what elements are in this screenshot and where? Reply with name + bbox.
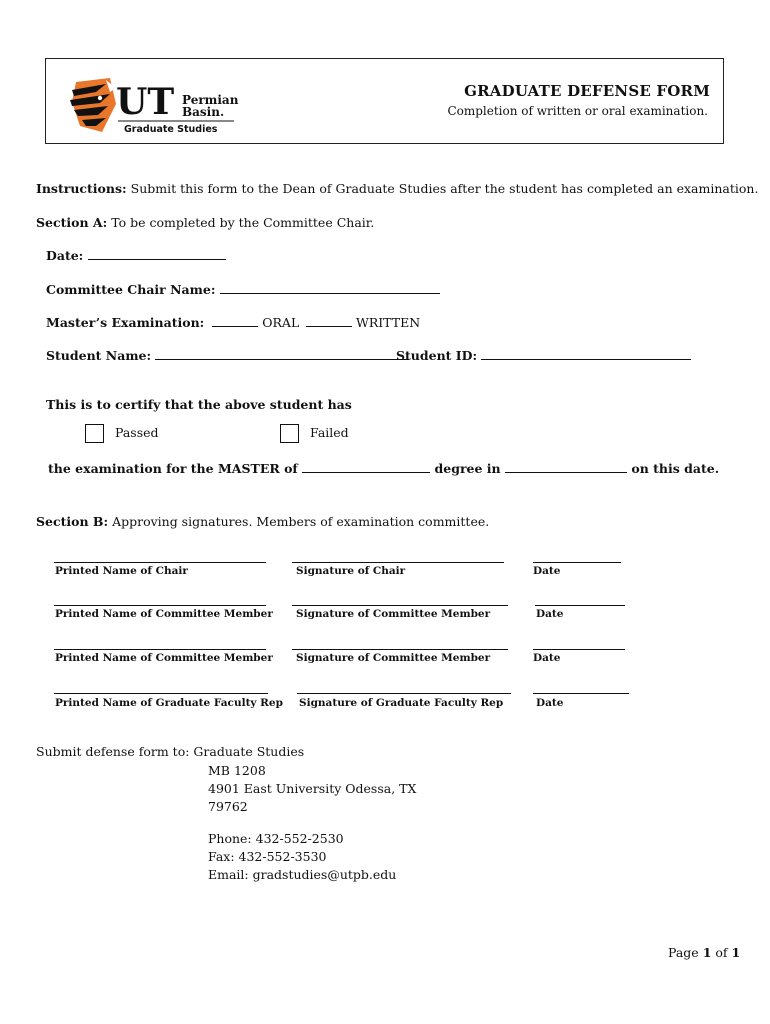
- date-member1-label: Date: [536, 608, 564, 620]
- date-chair-line[interactable]: [533, 562, 621, 563]
- page-word: Page: [668, 945, 699, 960]
- signature-rep-line[interactable]: [297, 693, 511, 694]
- printed-name-chair-line[interactable]: [54, 562, 266, 563]
- section-a-heading: [36, 215, 374, 230]
- address-line1: MB 1208: [208, 763, 266, 778]
- contact-block: [208, 830, 396, 884]
- degree-row: [48, 461, 719, 476]
- chair-name-row: Committee Chair Name:: [46, 282, 440, 297]
- svg-text:Graduate Studies: Graduate Studies: [124, 124, 218, 135]
- date-field[interactable]: [88, 248, 226, 260]
- student-id-row: Student ID:: [396, 348, 691, 363]
- instructions-label: Instructions:: [36, 181, 127, 196]
- student-name-field[interactable]: [155, 348, 409, 360]
- signature-member1-line[interactable]: [292, 605, 508, 606]
- page-number: [668, 945, 740, 960]
- phone: Phone: 432-552-2530: [208, 831, 344, 846]
- printed-name-rep-label: Printed Name of Graduate Faculty Rep: [55, 697, 283, 709]
- student-name-row: Student Name:: [46, 348, 409, 363]
- address-line3: 79762: [208, 799, 248, 814]
- date-member2-label: Date: [533, 652, 561, 664]
- form-title: GRADUATE DEFENSE FORM: [464, 82, 710, 100]
- date-row: Date:: [46, 248, 226, 263]
- section-b-text: Approving signatures. Members of examination committee.: [112, 514, 490, 529]
- fax: Fax: 432-552-3530: [208, 849, 327, 864]
- signature-chair-label: Signature of Chair: [296, 565, 406, 577]
- written-label: WRITTEN: [355, 315, 421, 330]
- date-member2-line[interactable]: [533, 649, 625, 650]
- passed-label: Passed: [115, 425, 159, 440]
- date-rep-line[interactable]: [533, 693, 629, 694]
- page-total: 1: [731, 945, 741, 960]
- masters-exam-row: [46, 315, 299, 330]
- student-name-label: Student Name: [46, 348, 147, 363]
- page-of: of: [715, 945, 728, 960]
- utpb-logo: [66, 76, 241, 136]
- degree-prefix: the examination for the MASTER of: [48, 461, 298, 476]
- failed-label: Failed: [310, 425, 349, 440]
- student-id-label: Student ID: [396, 348, 473, 363]
- printed-name-rep-line[interactable]: [54, 693, 268, 694]
- signature-member2-line[interactable]: [292, 649, 508, 650]
- degree-middle: degree in: [434, 461, 501, 476]
- written-row: [306, 315, 420, 330]
- form-subtitle: Completion of written or oral examination.: [447, 104, 708, 118]
- date-label: Date: [46, 248, 79, 263]
- signature-rep-label: Signature of Graduate Faculty Rep: [299, 697, 504, 709]
- printed-name-member1-label: Printed Name of Committee Member: [55, 608, 273, 620]
- signature-chair-line[interactable]: [292, 562, 504, 563]
- degree-suffix: on this date.: [631, 461, 720, 476]
- submit-label: Submit defense form to: Graduate Studies: [36, 744, 305, 759]
- address-block: [208, 762, 416, 816]
- instructions-text: Submit this form to the Dean of Graduate Studies after the student has completed an examination.: [130, 181, 759, 196]
- svg-text:Basin.: Basin.: [182, 105, 225, 119]
- master-of-field[interactable]: [302, 461, 430, 473]
- chair-name-label: Committee Chair Name: [46, 282, 211, 297]
- section-b-label: Section B:: [36, 514, 109, 529]
- oral-field[interactable]: [212, 315, 258, 327]
- svg-text:UT: UT: [116, 81, 175, 123]
- email: Email: gradstudies@utpb.edu: [208, 867, 397, 882]
- date-rep-label: Date: [536, 697, 564, 709]
- oral-label: ORAL: [262, 315, 300, 330]
- instructions: [36, 181, 758, 196]
- failed-checkbox[interactable]: [280, 424, 299, 443]
- section-b-heading: [36, 514, 489, 529]
- page-current: 1: [702, 945, 712, 960]
- student-id-field[interactable]: [481, 348, 691, 360]
- svg-text:Permian: Permian: [182, 93, 239, 107]
- date-member1-line[interactable]: [535, 605, 625, 606]
- signature-member1-label: Signature of Committee Member: [296, 608, 491, 620]
- certify-text: This is to certify that the above student has: [46, 397, 352, 412]
- printed-name-chair-label: Printed Name of Chair: [55, 565, 188, 577]
- written-field[interactable]: [306, 315, 352, 327]
- masters-exam-label: Master’s Examination:: [46, 315, 205, 330]
- printed-name-member2-line[interactable]: [54, 649, 266, 650]
- degree-in-field[interactable]: [505, 461, 627, 473]
- section-a-text: To be completed by the Committee Chair.: [111, 215, 375, 230]
- section-a-label: Section A:: [36, 215, 108, 230]
- passed-checkbox[interactable]: [85, 424, 104, 443]
- date-chair-label: Date: [533, 565, 561, 577]
- address-line2: 4901 East University Odessa, TX: [208, 781, 417, 796]
- printed-name-member1-line[interactable]: [54, 605, 266, 606]
- falcon-logo-icon: [66, 76, 241, 136]
- signature-member2-label: Signature of Committee Member: [296, 652, 491, 664]
- printed-name-member2-label: Printed Name of Committee Member: [55, 652, 273, 664]
- chair-name-field[interactable]: [220, 282, 440, 294]
